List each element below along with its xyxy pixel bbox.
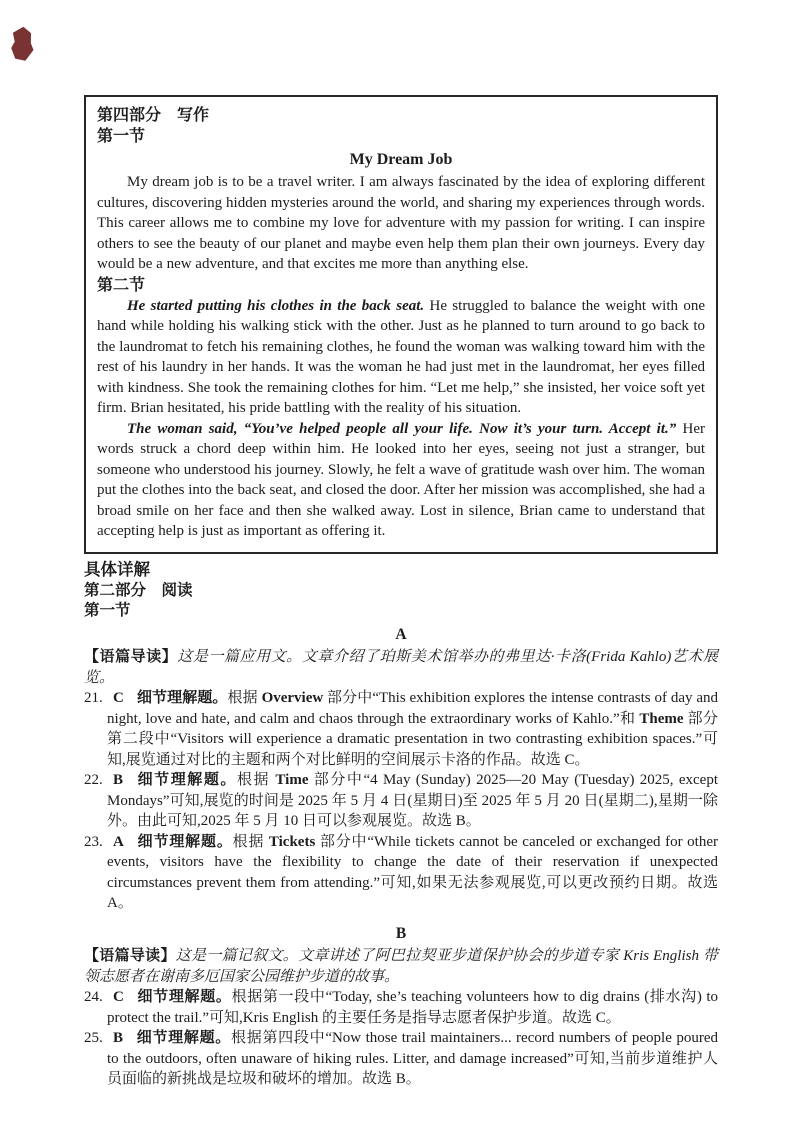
red-stamp-shape [9,26,34,62]
story-paragraph-2-lead: The woman said, “You’ve helped people all your life. Now it’s your turn. Accept it.” [127,420,677,437]
answer-item-21 [84,688,718,770]
part4-writing-heading: 第四部分 写作 [97,107,210,124]
story-paragraph-1-lead: He started putting his clothes in the back seat. [127,297,425,314]
passage-b-intro-text: 这是一篇记叙文。文章讲述了阿巴拉契亚步道保护协会的步道专家 Kris English 带领志愿者在谢南多厄国家公园维护步道的故事。 [84,948,718,985]
story-paragraph-2 [97,419,705,542]
story-paragraph-1 [97,296,705,419]
passage-a-label: A [395,625,407,643]
answer-explanation: 细节理解题。根据 Time 部分中“4 May (Sunday) 2025—20 May (Tuesday) 2025, except Mondays”可知,展览的时间是 2025 年 5 月 4 日(星期日)至 2025 年 5 月 20 日(星期二),星期一除外。由此可知,2025 年 5 月 10 日可以参观展览。故选 B。 [107,771,718,829]
answer-letter: C [113,690,124,706]
answer-number: 22. [84,772,103,788]
answer-explanation: 细节理解题。根据第一段中“Today, she’s teaching volunteers how to dig drains (排水沟) to protect the trail.”可知,Kris English 的主要任务是指导志愿者保护步道。故选 C。 [107,988,718,1026]
story-paragraph-2-rest: Her words struck a chord deep within him. He looked into her eyes, seeing not just a stranger, but someone who understood his journey. Slowly, he felt a wave of gratitude wash over him. The woman put the clothes into the back seat, and closed the door. After her mission was accomplished, she had a broad smile on her face and then she walked away. Lost in silence, Brian came to understand that accepting help is just as important as offering it. [97,420,705,539]
answer-number: 21. [84,690,103,706]
passage-b-intro-tag: 【语篇导读】 [84,947,176,964]
passage-b-label: B [395,924,407,942]
content-column [84,95,718,1090]
answer-letter: C [113,989,124,1005]
answer-item-23 [84,832,718,914]
answer-letter: A [113,833,124,850]
answer-letter: B [113,1030,124,1046]
answer-explanation: 细节理解题。根据第四段中“Now those trail maintainers... record numbers of people poured to the outdoors, often unaware of hiking rules. Litter, and damage increased”可知,当前步道维护人员面临的新挑战是垃圾和破坏的增加。故选 B。 [107,1029,718,1087]
writing-model-answer-box [84,95,718,554]
answer-explanation: 细节理解题。根据 Overview 部分中“This exhibition explores the intense contrasts of day and night, love and hate, and calm and chaos through the extraordinary works of Kahlo.”和 Theme 部分第二段中“Visitors will experience a dramatic presentation in two contrasting exhibition spaces.”可知,展览通过对比的主题和两个对比鲜明的空间展示卡洛的作品。故选 C。 [107,689,718,768]
answer-item-24 [84,987,718,1028]
answer-explanation: 细节理解题。根据 Tickets 部分中“While tickets cannot be canceled or exchanged for other events, visitors have the flexibility to change the date of their reservation if unexpected circumstances prevent them from attending.”可知,如果无法参观展览,可以更改预约日期。故选 A。 [107,832,718,911]
answer-item-22 [84,770,718,832]
writing-section2-heading: 第二节 [97,276,146,294]
reading-section1-heading: 第一节 [84,602,131,619]
passage-a-intro [84,647,718,688]
passage-a-intro-tag: 【语篇导读】 [84,648,178,665]
answer-item-25 [84,1028,718,1090]
essay-title: My Dream Job [349,151,453,168]
story-paragraph-1-rest: He struggled to balance the weight with one hand while holding his walking stick with the other. Just as he planned to turn around to go back to the laundromat to fetch his remaining clothes, he found the woman was walking toward him with the rest of his laundry in her hands. It was the woman he had just met in the laundromat, her eyes filled with kindness. She took the remaining clothes for him. “Let me help,” she insisted, her voice soft yet firm. Brian hesitated, his pride battling with the reality of his situation. [97,297,705,416]
answer-number: 23. [84,833,103,850]
writing-section1-heading: 第一节 [97,128,146,145]
essay-paragraph [97,172,705,275]
answer-letter: B [113,772,124,788]
part2-reading-heading: 第二部分 阅读 [84,581,193,599]
essay-text: My dream job is to be a travel writer. I am always fascinated by the idea of exploring different cultures, discovering hidden mysteries around the world, and sharing my experiences through words. This career allows me to combine my love for adventure with my passion for writing. I can inspire others to see the beauty of our planet and maybe even help them plan their own journeys. Every day would be a new adventure, and that excites me more than anything else. [97,174,705,272]
detailed-explanation-heading: 具体详解 [84,560,150,579]
answer-number: 25. [84,1030,103,1046]
passage-a-intro-text: 这是一篇应用文。文章介绍了珀斯美术馆举办的弗里达·卡洛(Frida Kahlo)艺术展览。 [84,649,718,686]
passage-b-intro [84,946,718,987]
red-stamp-mark [8,26,35,64]
detailed-explanation-section [84,559,718,1090]
answer-number: 24. [84,989,103,1005]
